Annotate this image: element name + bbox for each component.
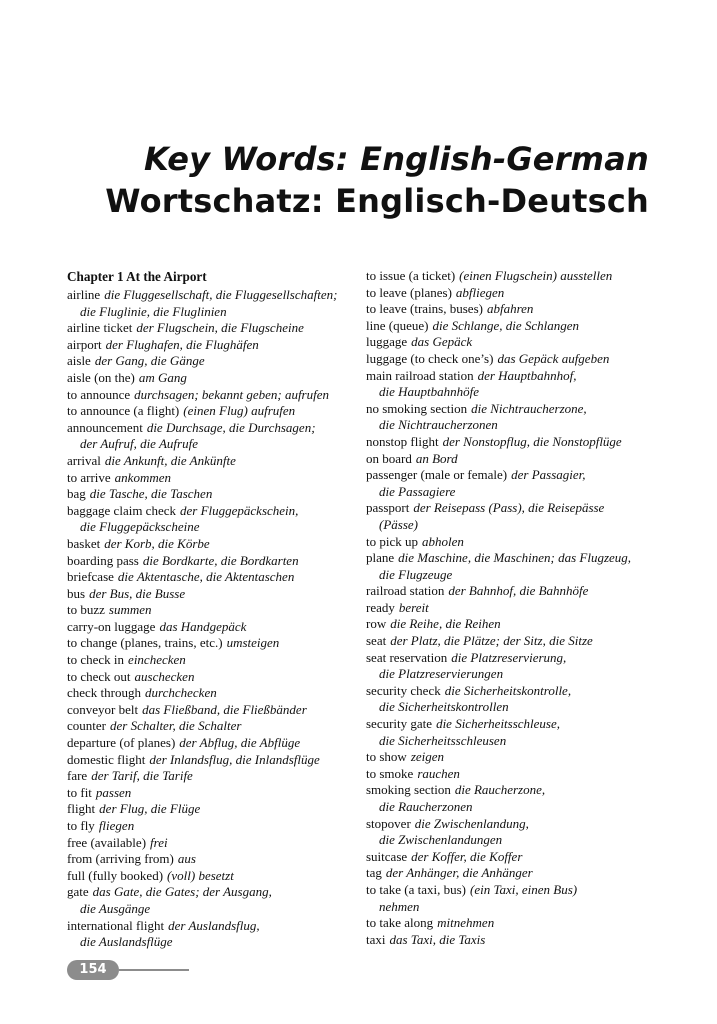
- glossary-entry: [67, 635, 359, 652]
- glossary-entry: [67, 403, 359, 420]
- glossary-entry: [67, 785, 359, 802]
- english-term: international flight: [67, 917, 165, 933]
- entry-line: [366, 915, 666, 932]
- english-term: counter: [67, 718, 106, 734]
- german-translation: die Sicherheitsschleuse,: [436, 716, 561, 732]
- german-translation: der Flughafen, die Flughäfen: [105, 336, 259, 352]
- german-translation: (einen Flug) aufrufen: [183, 403, 296, 419]
- english-term: carry-on luggage: [67, 618, 156, 634]
- german-translation: der Inlandsflug, die Inlandsflüge: [149, 751, 320, 767]
- german-translation: die Sicherheitskontrolle,: [444, 682, 572, 698]
- english-term: fare: [67, 768, 88, 784]
- english-term: on board: [366, 450, 412, 466]
- german-translation: zeigen: [410, 749, 445, 765]
- german-translation: der Flug, die Flüge: [99, 801, 201, 817]
- german-translation-continued: die Sicherheitsschleusen: [379, 732, 507, 748]
- english-term: boarding pass: [67, 552, 139, 568]
- glossary-entry: [366, 550, 666, 583]
- english-term: full (fully booked): [67, 867, 164, 883]
- english-term: conveyor belt: [67, 701, 139, 717]
- glossary-entry: [67, 602, 359, 619]
- german-translation: (ein Taxi, einen Bus): [470, 881, 578, 897]
- glossary-entry: [366, 865, 666, 882]
- glossary-entry: [67, 818, 359, 835]
- entry-line: [366, 782, 666, 799]
- right-entry-list: [366, 268, 666, 948]
- glossary-entry: [366, 285, 666, 302]
- english-term: security gate: [366, 716, 433, 732]
- entry-line: [366, 268, 666, 285]
- english-term: airline ticket: [67, 320, 133, 336]
- german-translation: der Bahnhof, die Bahnhöfe: [448, 583, 589, 599]
- entry-line: [67, 735, 359, 752]
- glossary-entry: [366, 268, 666, 285]
- glossary-entry: [366, 633, 666, 650]
- english-term: railroad station: [366, 583, 445, 599]
- english-term: line (queue): [366, 317, 429, 333]
- english-term: check through: [67, 685, 142, 701]
- entry-line: [67, 685, 359, 702]
- german-translation: durchsagen; bekannt geben; aufrufen: [134, 386, 330, 402]
- german-translation: durchchecken: [145, 685, 217, 701]
- glossary-entry: [366, 434, 666, 451]
- english-term: main railroad station: [366, 367, 474, 383]
- german-translation: die Fluggesellschaft, die Fluggesellschaften;: [104, 287, 338, 302]
- german-translation: (einen Flugschein) ausstellen: [459, 268, 613, 283]
- glossary-entry: [67, 851, 359, 868]
- glossary-entry: [366, 716, 666, 749]
- english-term: security check: [366, 682, 441, 698]
- english-term: free (available): [67, 834, 147, 850]
- entry-line: [67, 569, 359, 586]
- german-translation: die Reihe, die Reihen: [390, 616, 501, 632]
- german-translation: abfliegen: [455, 284, 505, 300]
- english-term: airport: [67, 336, 102, 352]
- entry-line: [366, 467, 666, 484]
- english-term: aisle: [67, 353, 91, 369]
- entry-line: [67, 635, 359, 652]
- glossary-entry: [67, 569, 359, 586]
- german-translation: die Schlange, die Schlangen: [432, 317, 580, 333]
- entry-line: [366, 865, 666, 882]
- entry-line: [67, 851, 359, 868]
- glossary-entry: [366, 318, 666, 335]
- entry-line: [67, 818, 359, 835]
- english-term: briefcase: [67, 569, 114, 585]
- glossary-entry: [67, 503, 359, 536]
- english-term: to buzz: [67, 602, 105, 618]
- german-translation-continued: die Hauptbahnhöfe: [379, 384, 480, 400]
- entry-line: [366, 434, 666, 451]
- glossary-entry: [67, 801, 359, 818]
- german-translation: der Abflug, die Abflüge: [179, 735, 301, 751]
- glossary-entry: [366, 882, 666, 915]
- glossary-entry: [366, 583, 666, 600]
- glossary-entry: [67, 884, 359, 917]
- english-term: basket: [67, 535, 101, 551]
- german-translation: die Raucherzone,: [454, 782, 546, 798]
- glossary-entry: [366, 766, 666, 783]
- glossary-entry: [67, 387, 359, 404]
- glossary-entry: [67, 768, 359, 785]
- english-term: luggage: [366, 334, 408, 350]
- german-translation: rauchen: [417, 765, 460, 781]
- english-term: bus: [67, 585, 86, 601]
- entry-line: [366, 849, 666, 866]
- german-translation: der Flugschein, die Flugscheine: [136, 320, 304, 336]
- english-term: plane: [366, 550, 395, 566]
- entry-line: [67, 486, 359, 503]
- german-translation: der Anhänger, die Anhänger: [385, 865, 533, 881]
- english-term: to leave (trains, buses): [366, 301, 483, 317]
- entry-line: [67, 884, 359, 901]
- german-translation-continued: die Flugzeuge: [379, 566, 453, 582]
- english-term: announcement: [67, 419, 143, 435]
- english-term: to take along: [366, 915, 434, 931]
- english-term: to pick up: [366, 533, 418, 549]
- german-translation: der Reisepass (Pass), die Reisepässe: [413, 500, 605, 516]
- german-translation: das Handgepäck: [159, 618, 247, 634]
- german-translation: die Ankunft, die Ankünfte: [104, 452, 236, 468]
- english-term: to change (planes, trains, etc.): [67, 635, 223, 651]
- entry-line: [366, 650, 666, 667]
- entry-line: [67, 403, 359, 420]
- entry-line: [67, 470, 359, 487]
- glossary-entry: [67, 586, 359, 603]
- glossary-entry: [366, 616, 666, 633]
- german-translation-continued: die Raucherzonen: [379, 799, 473, 814]
- english-term: to leave (planes): [366, 284, 452, 300]
- entry-line: [366, 683, 666, 700]
- entry-line: [366, 932, 666, 949]
- english-term: smoking section: [366, 782, 451, 798]
- english-term: airline: [67, 287, 101, 302]
- german-translation: abfahren: [486, 301, 534, 317]
- glossary-entry: [67, 486, 359, 503]
- english-term: luggage (to check one’s): [366, 350, 494, 366]
- german-translation: die Maschine, die Maschinen; das Flugzeug,: [398, 550, 632, 566]
- german-translation-continued: die Zwischenlandungen: [379, 832, 503, 848]
- glossary-entry: [366, 368, 666, 401]
- entry-line: [67, 553, 359, 570]
- english-term: gate: [67, 884, 89, 900]
- entry-line: [67, 669, 359, 686]
- english-term: passenger (male or female): [366, 467, 508, 483]
- entry-line: [67, 835, 359, 852]
- english-term: to take (a taxi, bus): [366, 881, 466, 897]
- german-translation: die Zwischenlandung,: [414, 815, 529, 831]
- glossary-entry: [67, 453, 359, 470]
- entry-line: [67, 619, 359, 636]
- glossary-entry: [366, 650, 666, 683]
- english-term: to check out: [67, 668, 131, 684]
- glossary-entry: [67, 752, 359, 769]
- german-translation: an Bord: [415, 450, 458, 466]
- german-translation-continued: die Platzreservierungen: [379, 666, 504, 682]
- german-translation: abholen: [422, 533, 464, 549]
- english-term: tag: [366, 865, 382, 881]
- entry-line: [67, 503, 359, 520]
- german-translation: das Gepäck aufgeben: [497, 350, 610, 366]
- german-translation: die Aktentasche, die Aktentaschen: [117, 569, 295, 585]
- english-term: seat: [366, 633, 387, 649]
- german-translation: summen: [108, 602, 152, 618]
- german-translation-continued: die Sicherheitskontrollen: [379, 699, 509, 715]
- page-title-english: Key Words: English-German: [143, 140, 649, 178]
- entry-line: [67, 586, 359, 603]
- entry-line: [366, 816, 666, 833]
- english-term: to arrive: [67, 469, 111, 485]
- english-term: flight: [67, 801, 96, 817]
- glossary-entry: [67, 420, 359, 453]
- entry-line: [67, 652, 359, 669]
- german-translation: der Bus, die Busse: [89, 585, 186, 601]
- entry-line: [67, 801, 359, 818]
- german-translation: frei: [150, 834, 168, 850]
- entry-line: [366, 401, 666, 418]
- english-term: to announce: [67, 386, 131, 402]
- german-translation: das Gate, die Gates; der Ausgang,: [92, 884, 272, 900]
- english-term: to announce (a flight): [67, 403, 180, 419]
- english-term: bag: [67, 486, 86, 502]
- german-translation: der Auslandsflug,: [168, 917, 260, 933]
- entry-line: [67, 353, 359, 370]
- entry-line: [67, 453, 359, 470]
- english-term: domestic flight: [67, 751, 146, 767]
- german-translation-continued: die Fluggepäckscheine: [80, 519, 200, 535]
- glossary-entry: [366, 301, 666, 318]
- glossary-entry: [67, 685, 359, 702]
- glossary-entry: [67, 353, 359, 370]
- right-column: [366, 268, 666, 948]
- german-translation: mitnehmen: [437, 915, 495, 931]
- german-translation-continued: die Nichtraucherzonen: [379, 417, 498, 433]
- german-translation: der Nonstopflug, die Nonstopflüge: [442, 433, 622, 449]
- entry-line: [67, 420, 359, 437]
- german-translation: die Tasche, die Taschen: [89, 486, 213, 502]
- glossary-entry: [67, 470, 359, 487]
- english-term: seat reservation: [366, 649, 448, 665]
- german-translation-continued: die Auslandsflüge: [80, 934, 173, 950]
- glossary-entry: [67, 918, 359, 951]
- english-term: to fly: [67, 818, 95, 833]
- german-translation: einchecken: [128, 652, 186, 668]
- german-translation: der Passagier,: [511, 467, 586, 483]
- page-title-german: Wortschatz: Englisch-Deutsch: [105, 182, 649, 220]
- glossary-entry: [67, 553, 359, 570]
- glossary-entry: [366, 351, 666, 368]
- german-translation: fliegen: [98, 818, 135, 833]
- entry-line: [67, 602, 359, 619]
- glossary-entry: [67, 702, 359, 719]
- entry-line: [67, 868, 359, 885]
- english-term: arrival: [67, 452, 101, 468]
- glossary-entry: [67, 835, 359, 852]
- entry-line: [67, 718, 359, 735]
- german-translation: der Koffer, die Koffer: [411, 848, 523, 864]
- chapter-heading: Chapter 1 At the Airport: [67, 269, 207, 284]
- english-term: to check in: [67, 652, 125, 668]
- english-term: row: [366, 616, 387, 632]
- german-translation: der Hauptbahnhof,: [477, 367, 577, 383]
- entry-line: [67, 918, 359, 935]
- glossary-entry: [366, 782, 666, 815]
- entry-line: [366, 451, 666, 468]
- glossary-entry: [67, 652, 359, 669]
- glossary-entry: [366, 915, 666, 932]
- german-translation: der Fluggepäckschein,: [180, 502, 299, 518]
- glossary-entry: [366, 334, 666, 351]
- entry-line: [366, 749, 666, 766]
- english-term: ready: [366, 599, 395, 615]
- entry-line: [366, 285, 666, 302]
- german-translation-continued: nehmen: [379, 898, 420, 914]
- german-translation-continued: die Fluglinie, die Fluglinien: [80, 303, 227, 319]
- left-entry-list: [67, 287, 359, 951]
- glossary-entry: [67, 370, 359, 387]
- entry-line: [67, 387, 359, 404]
- glossary-entry: [366, 683, 666, 716]
- entry-line: [366, 301, 666, 318]
- german-translation: das Taxi, die Taxis: [389, 931, 486, 947]
- english-term: stopover: [366, 815, 411, 831]
- german-translation: der Schalter, die Schalter: [109, 718, 242, 734]
- glossary-entry: [67, 337, 359, 354]
- english-term: suitcase: [366, 848, 408, 864]
- german-translation: auschecken: [134, 668, 195, 684]
- entry-line: [366, 616, 666, 633]
- english-term: departure (of planes): [67, 735, 176, 751]
- glossary-entry: [67, 718, 359, 735]
- entry-line: [67, 768, 359, 785]
- left-column: [67, 268, 359, 951]
- german-translation-continued: die Ausgänge: [80, 900, 151, 916]
- entry-line: [366, 351, 666, 368]
- entry-line: [67, 287, 359, 304]
- german-translation: der Platz, die Plätze; der Sitz, die Sitze: [390, 633, 593, 649]
- entry-line: [67, 536, 359, 553]
- english-term: no smoking section: [366, 400, 468, 416]
- english-term: to fit: [67, 784, 92, 800]
- german-translation: die Nichtraucherzone,: [471, 400, 587, 416]
- german-translation: der Korb, die Körbe: [104, 535, 210, 551]
- entry-line: [67, 752, 359, 769]
- german-translation: aus: [177, 851, 196, 867]
- entry-line: [366, 368, 666, 385]
- entry-line: [366, 334, 666, 351]
- entry-line: [366, 550, 666, 567]
- german-translation: die Platzreservierung,: [451, 649, 567, 665]
- glossary-entry: [67, 287, 359, 320]
- german-translation: das Gepäck: [411, 334, 473, 350]
- glossary-entry: [366, 500, 666, 533]
- german-translation-continued: die Passagiere: [379, 483, 456, 499]
- glossary-entry: [366, 849, 666, 866]
- glossary-entry: [67, 669, 359, 686]
- german-translation: das Fließband, die Fließbänder: [142, 701, 307, 717]
- german-translation: der Tarif, die Tarife: [91, 768, 193, 784]
- entry-line: [366, 766, 666, 783]
- entry-line: [366, 318, 666, 335]
- glossary-entry: [366, 600, 666, 617]
- german-translation: umsteigen: [226, 635, 280, 651]
- english-term: to smoke: [366, 765, 414, 781]
- glossary-entry: [366, 451, 666, 468]
- entry-line: [366, 534, 666, 551]
- glossary-entry: [67, 536, 359, 553]
- entry-line: [67, 785, 359, 802]
- german-translation-continued: (Pässe): [379, 516, 418, 532]
- entry-line: [366, 633, 666, 650]
- english-term: to show: [366, 749, 407, 765]
- german-translation: am Gang: [138, 369, 187, 385]
- german-translation: der Gang, die Gänge: [94, 353, 205, 369]
- entry-line: [67, 370, 359, 387]
- glossary-entry: [67, 735, 359, 752]
- german-translation-continued: der Aufruf, die Aufrufe: [80, 436, 198, 452]
- glossary-entry: [67, 619, 359, 636]
- german-translation: die Bordkarte, die Bordkarten: [142, 552, 299, 568]
- entry-line: [366, 882, 666, 899]
- english-term: to issue (a ticket): [366, 268, 456, 283]
- glossary-entry: [366, 467, 666, 500]
- glossary-entry: [366, 534, 666, 551]
- entry-line: [67, 702, 359, 719]
- english-term: passport: [366, 500, 410, 516]
- english-term: baggage claim check: [67, 502, 176, 518]
- glossary-entry: [366, 816, 666, 849]
- page-number: 154: [79, 962, 107, 977]
- english-term: from (arriving from): [67, 851, 174, 867]
- glossary-entry: [67, 868, 359, 885]
- entry-line: [366, 600, 666, 617]
- glossary-entry: [366, 401, 666, 434]
- english-term: taxi: [366, 931, 386, 947]
- glossary-entry: [366, 749, 666, 766]
- entry-line: [67, 337, 359, 354]
- german-translation: passen: [95, 784, 132, 800]
- english-term: aisle (on the): [67, 369, 135, 385]
- entry-line: [366, 500, 666, 517]
- footer-rule: [119, 969, 189, 971]
- entry-line: [366, 583, 666, 600]
- entry-line: [366, 716, 666, 733]
- german-translation: ankommen: [114, 469, 171, 485]
- title-block: [105, 138, 649, 222]
- entry-line: [67, 320, 359, 337]
- german-translation: (voll) besetzt: [167, 867, 234, 883]
- glossary-entry: [366, 932, 666, 949]
- glossary-entry: [67, 320, 359, 337]
- german-translation: bereit: [398, 599, 429, 615]
- german-translation: die Durchsage, die Durchsagen;: [146, 419, 316, 435]
- english-term: nonstop flight: [366, 433, 439, 449]
